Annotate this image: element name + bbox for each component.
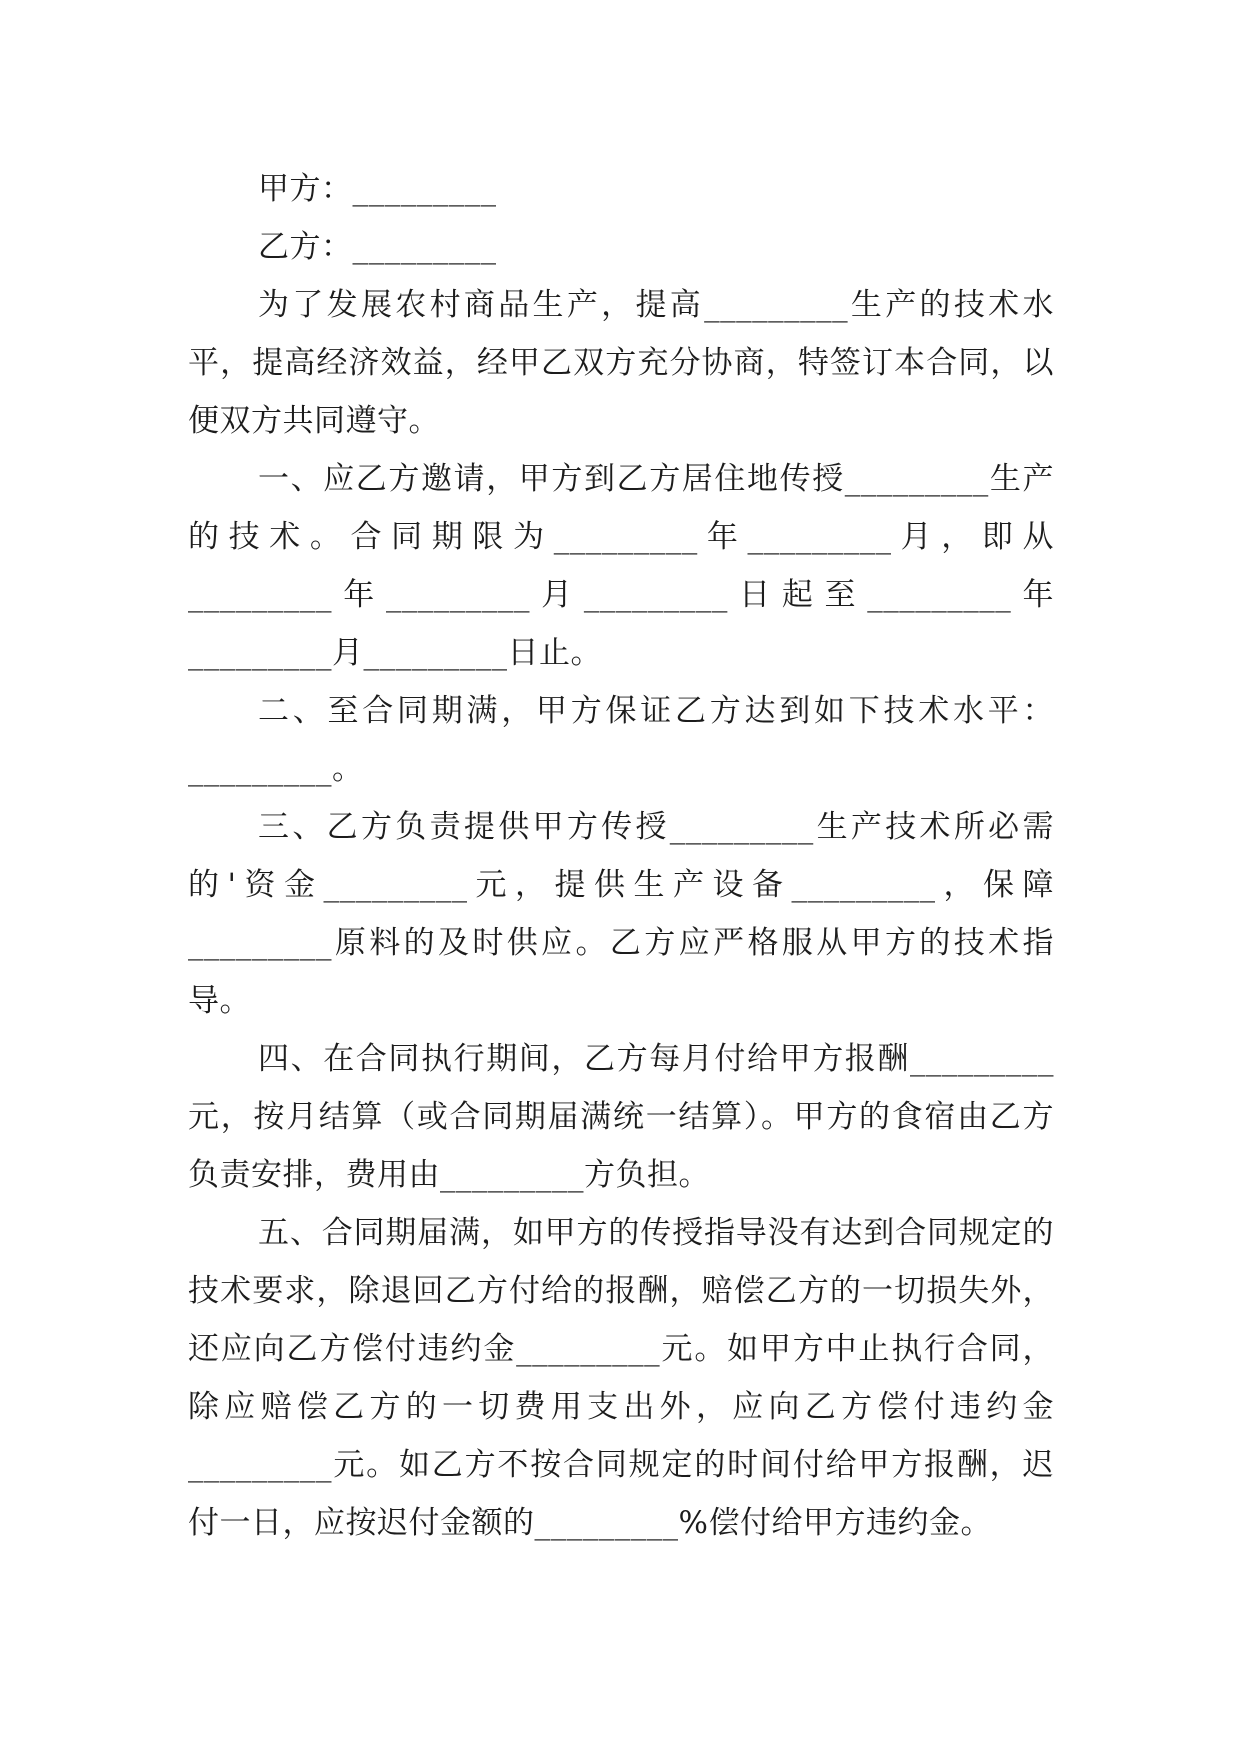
clause-2-paragraph: 二、至合同期满，甲方保证乙方达到如下技术水平：_________。 (188, 693, 1054, 787)
party-b-line: 乙方：_________ (258, 229, 497, 265)
contract-page (188, 160, 1054, 1552)
clause-4-paragraph: 四、在合同执行期间，乙方每月付给甲方报酬_________元，按月结算（或合同期届满统一结算）。甲方的食宿由乙方负责安排，费用由_________方负担。 (188, 1041, 1054, 1193)
preamble-paragraph: 为了发展农村商品生产，提高_________生产的技术水平，提高经济效益，经甲乙双方充分协商，特签订本合同，以便双方共同遵守。 (188, 287, 1054, 439)
party-a-line: 甲方：_________ (258, 171, 497, 207)
clause-3-paragraph: 三、乙方负责提供甲方传授_________生产技术所必需的'资金_________元，提供生产设备_________，保障_________原料的及时供应。乙方应严格服从甲方的技术指导。 (188, 809, 1054, 1019)
clause-5-paragraph: 五、合同期届满，如甲方的传授指导没有达到合同规定的技术要求，除退回乙方付给的报酬，赔偿乙方的一切损失外，还应向乙方偿付违约金_________元。如甲方中止执行合同，除应赔偿乙方的一切费用支出外，应向乙方偿付违约金_________元。如乙方不按合同规定的时间付给甲方报酬，迟付一日，应按迟付金额的_________%偿付给甲方违约金。 (188, 1215, 1054, 1541)
clause-1-paragraph: 一、应乙方邀请，甲方到乙方居住地传授_________生产的技术。合同期限为_________年_________月，即从_________年_________月_________日起至_________年_________月_________日止。 (188, 461, 1054, 671)
